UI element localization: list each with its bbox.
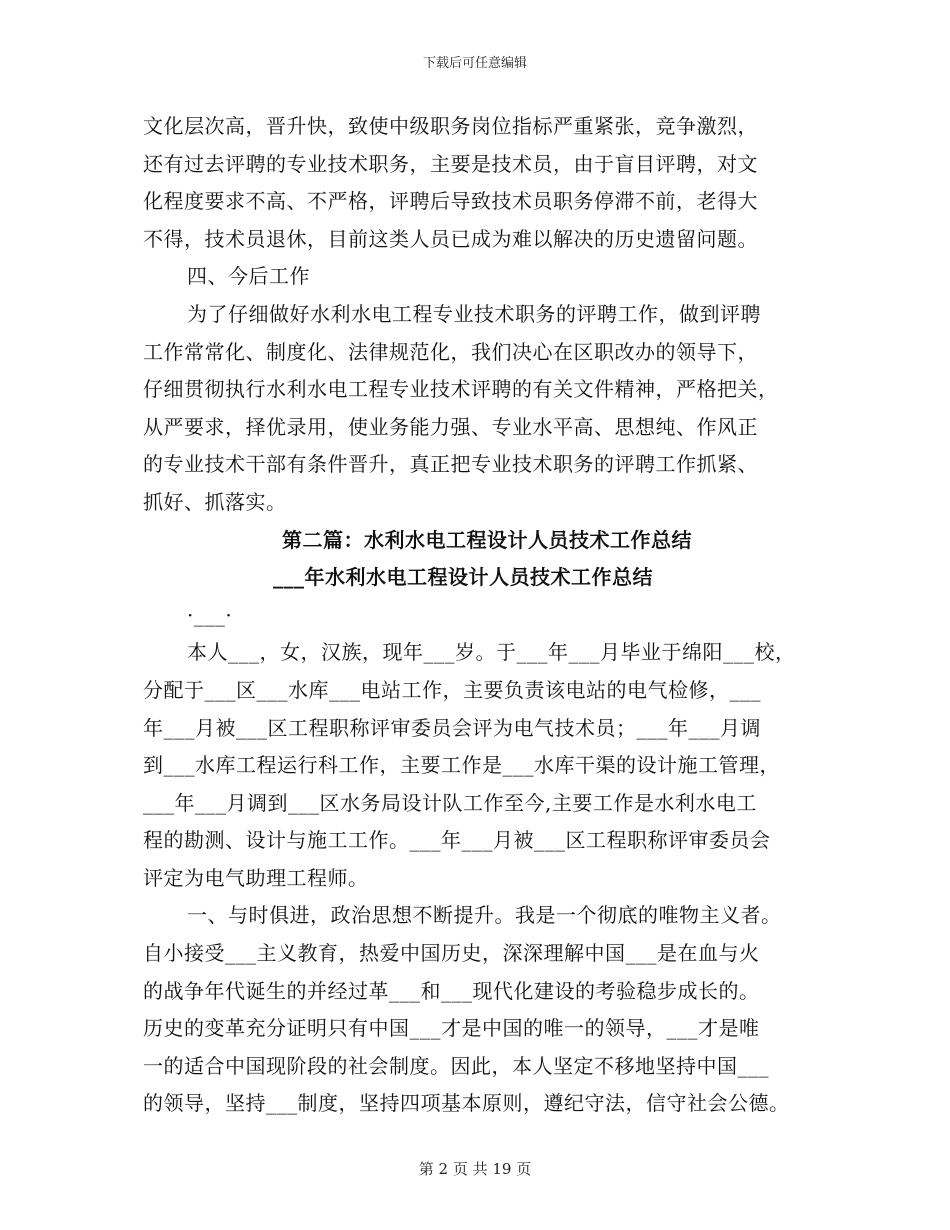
text-line: 化程度要求不高、不严格，评聘后导致技术员职务停滞不前，老得大 <box>143 189 758 214</box>
text-line: 自小接受___主义教育，热爱中国历史，深深理解中国___是在血与火 <box>143 941 760 966</box>
text-line: 分配于___区___水库___电站工作，主要负责该电站的电气检修，___ <box>143 677 761 702</box>
text-line: 的领导，坚持___制度，坚持四项基本原则，遵纪守法，信守社会公德。 <box>143 1091 790 1116</box>
chapter-title: 第二篇：水利水电工程设计人员技术工作总结 <box>282 527 692 552</box>
text-line: 还有过去评聘的专业技术职务，主要是技术员，由于盲目评聘，对文 <box>143 151 758 176</box>
text-line: 本人___，女，汉族，现年___岁。于___年___月毕业于绵阳___校， <box>187 640 796 665</box>
chapter-subtitle: ___年水利水电工程设计人员技术工作总结 <box>273 565 653 590</box>
text-line: 为了仔细做好水利水电工程专业技术职务的评聘工作，做到评聘 <box>187 301 761 326</box>
text-line: 文化层次高，晋升快，致使中级职务岗位指标严重紧张，竞争激烈， <box>143 114 758 138</box>
text-line: ___年___月调到___区水务局设计队工作至今,主要工作是水利水电工 <box>143 790 757 815</box>
text-line: 程的勘测、设计与施工工作。___年___月被___区工程职称评审委员会 <box>143 828 771 853</box>
text-line: 的战争年代诞生的并经过革___和___现代化建设的考验稳步成长的。 <box>143 978 760 1003</box>
text-line: 工作常常化、制度化、法律规范化，我们决心在区职改办的领导下， <box>143 339 758 364</box>
text-line: 的专业技术干部有条件晋升，真正把专业技术职务的评聘工作抓紧、 <box>143 452 758 477</box>
text-line: 从严要求，择优录用，使业务能力强、专业水平高、思想纯、作风正 <box>143 414 758 439</box>
page-footer: 第 2 页 共 19 页 <box>418 1160 532 1178</box>
text-line: 年___月被___区工程职称评审委员会评为电气技术员；___年___月调 <box>143 715 761 740</box>
text-line: 仔细贯彻执行水利水电工程专业技术评聘的有关文件精神，严格把关， <box>143 377 779 402</box>
text-line: 一、与时俱进，政治思想不断提升。我是一个彻底的唯物主义者。 <box>187 903 782 928</box>
section-heading: 四、今后工作 <box>187 264 310 289</box>
text-line: 评定为电气助理工程师。 <box>143 865 369 890</box>
document-body <box>143 108 823 1123</box>
text-line: 一的适合中国现阶段的社会制度。因此，本人坚定不移地坚持中国___ <box>143 1053 769 1078</box>
text-line: 抓好、抓落实。 <box>143 489 287 514</box>
text-line: 到___水库工程运行科工作，主要工作是___水库干渠的设计施工管理， <box>143 753 780 778</box>
text-line: ·___· <box>187 602 233 627</box>
text-line: 历史的变革充分证明只有中国___才是中国的唯一的领导，___才是唯 <box>143 1016 760 1041</box>
text-line: 不得，技术员退休，目前这类人员已成为难以解决的历史遗留问题。 <box>143 226 758 251</box>
page-header: 下载后可任意编辑 <box>422 56 527 71</box>
